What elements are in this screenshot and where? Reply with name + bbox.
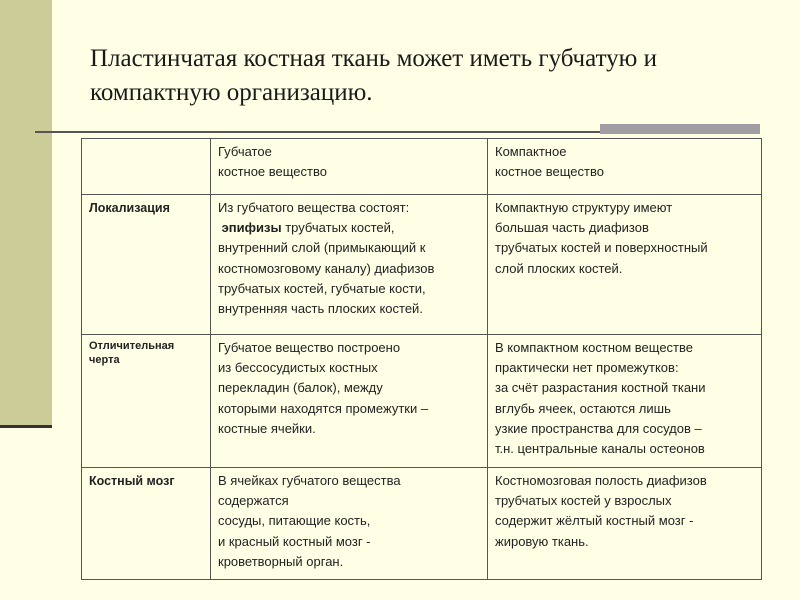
bold-term-epiphyses: эпифизы	[221, 220, 282, 236]
spongy-marrow-cell: В ячейках губчатого вещества содержатся сосуды, питающие кость, и красный костный мозг - кроветворный орган.	[211, 468, 488, 580]
row-label-distinctive-feature: Отличительная черта	[82, 335, 211, 468]
table-row-localization	[82, 195, 762, 335]
table-row-bone-marrow	[82, 468, 762, 580]
spongy-feature-cell: Губчатое вещество построено из бессосудистых костных перекладин (балок), между которыми находятся промежутки – костные ячейки.	[211, 335, 488, 468]
header-spongy-cell: Губчатое костное вещество	[211, 139, 488, 195]
compact-feature-cell: В компактном костном веществе практически нет промежутков: за счёт разрастания костной ткани вглубь ячеек, остаются лишь узкие пространства для сосудов – т.н. центральные каналы остеонов	[488, 335, 762, 468]
table-header-row	[82, 139, 762, 195]
header-empty-cell	[82, 139, 211, 195]
side-accent-band	[0, 0, 52, 427]
row-label-localization: Локализация	[82, 195, 211, 335]
slide-title	[90, 42, 750, 110]
comparison-table	[81, 138, 762, 580]
spongy-localization-cell: Из губчатого вещества состоят: эпифизы трубчатых костей, внутренний слой (примыкающий к костномозговому каналу) диафизов трубчатых костей, губчатые кости, внутренняя часть плоских костей.	[211, 195, 488, 335]
title-accent-block	[600, 124, 760, 134]
slide-title-line-1: Пластинчатая костная ткань может иметь губчатую и	[90, 45, 657, 72]
compact-marrow-cell: Костномозговая полость диафизов трубчатых костей у взрослых содержит жёлтый костный мозг - жировую ткань.	[488, 468, 762, 580]
side-accent-line	[0, 425, 52, 428]
slide-title-line-2: компактную организацию.	[90, 79, 373, 106]
table-row-distinctive-feature	[82, 335, 762, 468]
compact-localization-cell: Компактную структуру имеют большая часть диафизов трубчатых костей и поверхностный слой плоских костей.	[488, 195, 762, 335]
row-label-bone-marrow: Костный мозг	[82, 468, 211, 580]
header-compact-cell: Компактное костное вещество	[488, 139, 762, 195]
